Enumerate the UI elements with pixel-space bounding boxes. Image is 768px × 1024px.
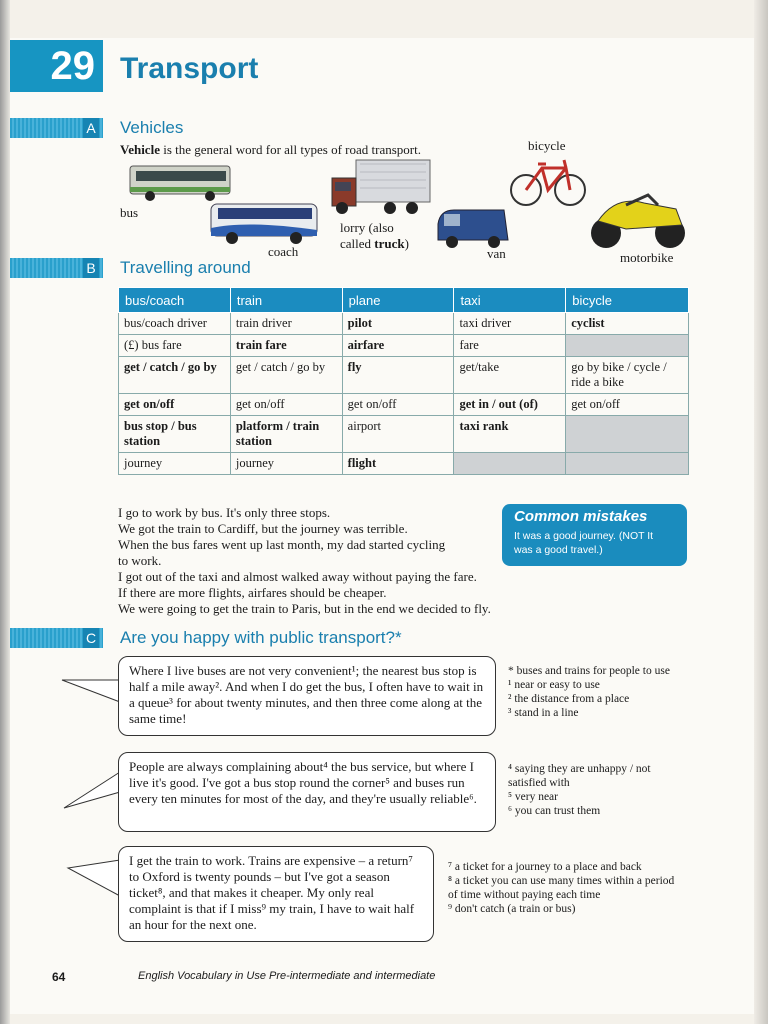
table-cell: fare (454, 335, 566, 357)
table-cell: fly (342, 357, 454, 394)
column-header: bus/coach (119, 288, 231, 313)
table-cell: bus stop / bus station (119, 416, 231, 453)
speech-bubble: People are always complaining about⁴ the bus service, but where I live it's good. I've got a bus stop round the corner⁵ and buses run every ten minutes for most of the day, and they're usually reliable⁶. (118, 752, 496, 832)
label-lorry: lorry (also called truck) (340, 220, 409, 251)
glossary-note: ⁸ a ticket you can use many times within a period of time without paying each time (448, 875, 675, 901)
chapter-number: 29 (10, 40, 103, 92)
table-cell-empty (566, 416, 689, 453)
table-cell: train fare (230, 335, 342, 357)
table-cell: pilot (342, 313, 454, 335)
example-sentence: When the bus fares went up last month, my dad started cycling (118, 537, 446, 552)
table-cell: go by bike / cycle / ride a bike (566, 357, 689, 394)
glossary-note: ⁷ a ticket for a journey to a place and back (448, 861, 642, 873)
table-row (119, 453, 689, 475)
table-cell: platform / train station (230, 416, 342, 453)
glossary-note: * buses and trains for people to use (508, 665, 670, 677)
column-header: train (230, 288, 342, 313)
section-a-letter: A (83, 118, 99, 138)
common-mistakes-box (502, 504, 687, 566)
label-van: van (487, 246, 506, 261)
section-a-bar (10, 118, 103, 138)
glossary-note: ⁶ you can trust them (508, 805, 601, 817)
glossary-note: ⁵ very near (508, 791, 558, 803)
label-bus: bus (120, 205, 139, 220)
section-a-intro: Vehicle is the general word for all types of road transport. (120, 142, 421, 157)
common-mistakes-title: Common mistakes (514, 508, 648, 525)
chapter-title: Transport (120, 52, 259, 85)
table-row (119, 394, 689, 416)
common-mistakes-line: was a good travel.) (514, 544, 603, 556)
table-cell-empty (566, 453, 689, 475)
table-cell: journey (119, 453, 231, 475)
table-cell: train driver (230, 313, 342, 335)
table-cell: get on/off (230, 394, 342, 416)
table-cell: flight (342, 453, 454, 475)
section-b-bar (10, 258, 103, 278)
glossary-notes (448, 860, 684, 916)
table-row (119, 335, 689, 357)
label-motorbike: motorbike (620, 250, 674, 265)
table-row (119, 357, 689, 394)
table-cell: taxi driver (454, 313, 566, 335)
section-c-title: Are you happy with public transport?* (120, 628, 402, 647)
common-mistakes-line: It was a good journey. (NOT It (514, 530, 654, 542)
example-sentence: I got out of the taxi and almost walked away without paying the fare. (118, 569, 477, 584)
bicycle-image (508, 156, 588, 208)
label-bicycle: bicycle (528, 138, 566, 153)
example-sentence: We got the train to Cardiff, but the journey was terrible. (118, 521, 408, 536)
table-cell: get in / out (of) (454, 394, 566, 416)
table-cell: get on/off (566, 394, 689, 416)
column-header: plane (342, 288, 454, 313)
bus-image (128, 163, 232, 203)
glossary-note: ⁹ don't catch (a train or bus) (448, 903, 576, 915)
speech-bubble: Where I live buses are not very convenient¹; the nearest bus stop is half a mile away². And when I do get the bus, I often have to wait in a queue³ for about twenty minutes, and then three come along at the same time! (118, 656, 496, 736)
table-row (119, 416, 689, 453)
section-b-letter: B (83, 258, 99, 278)
motorbike-image (586, 185, 690, 251)
table-cell: get / catch / go by (119, 357, 231, 394)
table-cell-empty (454, 453, 566, 475)
page-gutter (0, 0, 10, 1024)
example-sentence: We were going to get the train to Paris, but in the end we decided to fly. (118, 601, 491, 616)
table-cell-empty (566, 335, 689, 357)
section-c-bar (10, 628, 103, 648)
glossary-note: ² the distance from a place (508, 693, 630, 705)
column-header: taxi (454, 288, 566, 313)
example-sentence: If there are more flights, airfares should be cheaper. (118, 585, 387, 600)
section-a-title: Vehicles (120, 118, 184, 137)
table-cell: get / catch / go by (230, 357, 342, 394)
example-sentence: to work. (118, 553, 162, 568)
transport-table (118, 287, 689, 475)
coach-image (208, 200, 320, 246)
table-row (119, 313, 689, 335)
glossary-note: ¹ near or easy to use (508, 679, 600, 691)
glossary-note: ⁴ saying they are unhappy / not satisfied with (508, 763, 651, 789)
page-edge (754, 0, 768, 1024)
lorry-image (330, 158, 432, 216)
glossary-notes (508, 762, 686, 818)
van-image (434, 206, 512, 250)
section-b-title: Travelling around (120, 258, 251, 277)
example-sentence: I go to work by bus. It's only three stops. (118, 505, 331, 520)
label-coach: coach (268, 244, 299, 259)
glossary-note: ³ stand in a line (508, 707, 579, 719)
speech-bubble: I get the train to work. Trains are expensive – a return⁷ to Oxford is twenty pounds – but I've got a season ticket⁸, and that makes it cheaper. My only real complaint is that if I miss⁹ my train, I have to wait half an hour for the next one. (118, 846, 434, 942)
table-cell: get on/off (119, 394, 231, 416)
glossary-notes (508, 664, 686, 720)
table-cell: get on/off (342, 394, 454, 416)
table-cell: get/take (454, 357, 566, 394)
table-cell: bus/coach driver (119, 313, 231, 335)
table-cell: taxi rank (454, 416, 566, 453)
page-number: 64 (52, 970, 66, 984)
table-cell: (£) bus fare (119, 335, 231, 357)
table-cell: journey (230, 453, 342, 475)
table-cell: airfare (342, 335, 454, 357)
table-cell: airport (342, 416, 454, 453)
book-title: English Vocabulary in Use Pre-intermediate and intermediate (138, 970, 436, 982)
table-header-row (119, 288, 689, 313)
table-cell: cyclist (566, 313, 689, 335)
section-c-letter: C (83, 628, 99, 648)
column-header: bicycle (566, 288, 689, 313)
